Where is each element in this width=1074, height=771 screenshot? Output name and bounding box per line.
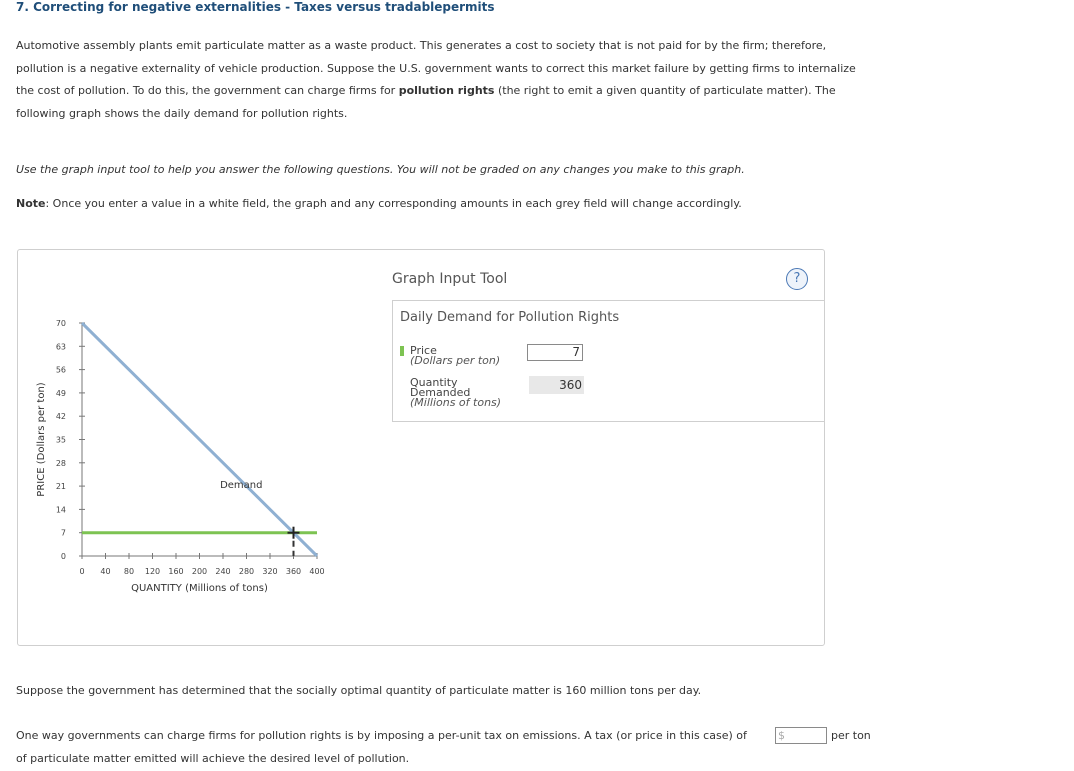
x-tick-label: 360 [285,567,302,576]
note-label: Note [16,197,46,210]
price-unit: (Dollars per ton) [410,354,501,367]
y-tick-label: 70 [55,319,66,328]
instructions: Use the graph input tool to help you answer the following questions. You will not be graded on any changes you make to this graph. [16,163,745,176]
y-tick-label: 42 [55,412,66,422]
question-1-text: Suppose the government has determined that the socially optimal quantity of particulate matter is 160 million tons per day. [16,684,702,697]
x-tick-label: 0 [79,567,85,576]
intro-text-2: (the right to emit a given quantity of particulate matter). The following graph shows the daily demand for pollution rights. [16,84,836,121]
question-2-text-cont: of particulate matter emitted will achieve the desired level of pollution. [16,751,410,765]
y-tick-label: 28 [55,458,66,468]
x-tick-label: 120 [144,567,161,576]
intro-text-1: Automotive assembly plants emit particulate matter as a waste product. This generates a cost to society that is not paid for by the firm; therefore, pollution is a negative externality of vehicle production. Suppose the U.S. government wants to correct this market failure by getting firms to internalize the cost of pollution. To do this, the government can charge firms for [16,39,856,98]
per-ton-label: per ton [831,729,871,742]
x-tick-label: 160 [168,567,184,576]
x-tick-label: 40 [100,567,111,576]
tool-box-title: Daily Demand for Pollution Rights [400,310,620,325]
intro-bold-term: pollution rights [398,84,495,98]
graph-tool-title: Graph Input Tool [392,271,508,287]
y-tick-label: 35 [55,435,66,445]
y-tick-label: 63 [55,342,66,352]
quantity-label-2: Demanded [410,386,471,399]
help-icon[interactable]: ? [786,268,808,290]
quantity-label-group [410,378,501,408]
quantity-output: 360 [529,376,584,394]
y-tick-label: 0 [60,552,66,561]
y-tick-label: 49 [55,388,66,398]
x-tick-label: 320 [262,567,278,576]
question-2-paragraph [16,725,896,770]
question-2-text: One way governments can charge firms for pollution rights is by imposing a per-unit tax on emissions. A tax (or price in this case) of [16,729,747,742]
y-tick-label: 21 [55,482,66,492]
quantity-label: Quantity [410,376,458,389]
price-label: Price [410,344,437,357]
price-label-group [410,346,500,366]
y-tick-label: 7 [60,528,66,538]
price-swatch-icon [400,346,404,356]
demand-label: Demand [220,479,263,491]
y-tick-label: 56 [55,365,66,375]
tax-input[interactable]: $ [775,727,827,744]
x-tick-label: 240 [215,567,231,576]
y-axis-title: PRICE (Dollars per ton) [36,382,47,497]
price-input[interactable]: 7 [527,344,583,361]
note-text: : Once you enter a value in a white field, the graph and any corresponding amounts in each grey field will change accordingly. [45,197,742,210]
page-title: 7. Correcting for negative externalities - Taxes versus tradablepermits [16,0,495,14]
x-tick-label: 400 [309,567,325,576]
x-tick-label: 200 [191,567,208,576]
y-tick-label: 14 [55,505,66,515]
quantity-unit: (Millions of tons) [410,396,502,409]
x-tick-label: 80 [123,567,135,576]
demand-curve[interactable] [82,323,317,556]
x-axis-title: QUANTITY (Millions of tons) [131,583,268,594]
x-tick-label: 280 [238,567,255,576]
